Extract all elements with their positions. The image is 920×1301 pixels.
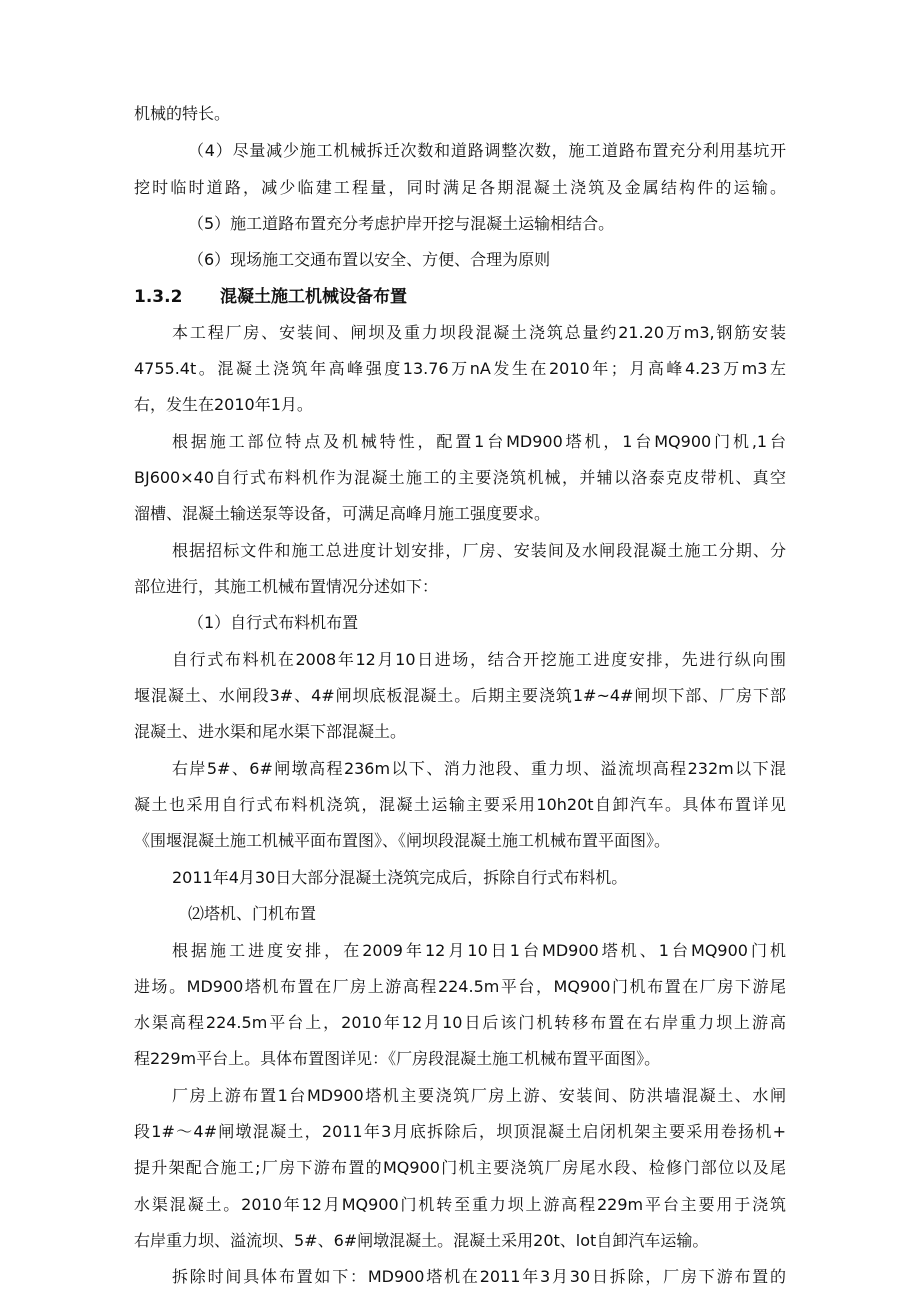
paragraph-line: （5）施工道路布置充分考虑护岸开挖与混凝土运输相结合。 bbox=[188, 214, 615, 233]
paragraph-line: 段1#～4#闸墩混凝土，2011年3月底拆除后，坝顶混凝土启闭机架主要采用卷扬机+ bbox=[134, 1122, 786, 1141]
paragraph-line: 进场。MD900塔机布置在厂房上游高程224.5m平台，MQ900门机布置在厂房下游尾 bbox=[134, 977, 786, 996]
paragraph-line: （6）现场施工交通布置以安全、方便、合理为原则 bbox=[188, 250, 551, 269]
paragraph-line: （1）自行式布料机布置 bbox=[188, 613, 359, 632]
paragraph-line: 4755.4t。混凝土浇筑年高峰强度13.76万nA发生在2010年；月高峰4.23万m3左 bbox=[134, 359, 786, 378]
paragraph-line: 根据施工进度安排，在2009年12月10日1台MD900塔机、1台MQ900门机 bbox=[172, 941, 786, 960]
paragraph-line: 厂房上游布置1台MD900塔机主要浇筑厂房上游、安装间、防洪墙混凝土、水闸 bbox=[172, 1086, 786, 1105]
paragraph-line: 混凝土、进水渠和尾水渠下部混凝土。 bbox=[134, 722, 407, 741]
section-heading bbox=[134, 287, 407, 307]
paragraph-line: 本工程厂房、安装间、闸坝及重力坝段混凝土浇筑总量约21.20万m3,钢筋安装 bbox=[172, 323, 786, 342]
paragraph-line: 水渠混凝土。2010年12月MQ900门机转至重力坝上游高程229m平台主要用于浇筑 bbox=[134, 1195, 786, 1214]
paragraph-line: 凝土也采用自行式布料机浇筑，混凝土运输主要采用10h20t自卸汽车。具体布置详见 bbox=[134, 795, 786, 814]
paragraph-line: BJ600×40自行式布料机作为混凝土施工的主要浇筑机械，并辅以洛泰克皮带机、真空 bbox=[134, 468, 786, 487]
paragraph-line: ⑵塔机、门机布置 bbox=[188, 904, 317, 923]
paragraph-line: 2011年4月30日大部分混凝土浇筑完成后，拆除自行式布料机。 bbox=[172, 868, 628, 887]
section-number: 1.3.2 bbox=[134, 287, 183, 307]
paragraph-line: 溜槽、混凝土输送泵等设备，可满足高峰月施工强度要求。 bbox=[134, 504, 551, 523]
paragraph-line: 根据招标文件和施工总进度计划安排，厂房、安装间及水闸段混凝土施工分期、分 bbox=[172, 541, 786, 560]
paragraph-line: 自行式布料机在2008年12月10日进场，结合开挖施工进度安排，先进行纵向围 bbox=[172, 650, 786, 669]
paragraph-line: 右岸5#、6#闸墩高程236m以下、消力池段、重力坝、溢流坝高程232m以下混 bbox=[172, 759, 786, 778]
paragraph-line: 机械的特长。 bbox=[134, 104, 231, 123]
paragraph-line: 提升架配合施工;厂房下游布置的MQ900门机主要浇筑厂房尾水段、检修门部位以及尾 bbox=[134, 1158, 786, 1177]
paragraph-line: 右，发生在2010年1月。 bbox=[134, 395, 313, 414]
paragraph-line: 右岸重力坝、溢流坝、5#、6#闸墩混凝土。混凝土采用20t、lot自卸汽车运输。 bbox=[134, 1231, 709, 1250]
paragraph-line: 水渠高程224.5m平台上，2010年12月10日后该门机转移布置在右岸重力坝上游高 bbox=[134, 1013, 786, 1032]
paragraph-line: 《围堰混凝土施工机械平面布置图》、《闸坝段混凝土施工机械布置平面图》。 bbox=[134, 831, 671, 850]
paragraph-line: 部位进行，其施工机械布置情况分述如下： bbox=[134, 577, 439, 596]
paragraph-line: 拆除时间具体布置如下：MD900塔机在2011年3月30日拆除，厂房下游布置的 bbox=[172, 1267, 786, 1286]
paragraph-line: （4）尽量减少施工机械拆迁次数和道路调整次数，施工道路布置充分利用基坑开 bbox=[188, 141, 786, 160]
paragraph-line: 挖时临时道路，减少临建工程量，同时满足各期混凝土浇筑及金属结构件的运输。 bbox=[134, 178, 786, 197]
paragraph-line: 堰混凝土、水闸段3#、4#闸坝底板混凝土。后期主要浇筑1#~4#闸坝下部、厂房下部 bbox=[134, 686, 786, 705]
section-title: 混凝土施工机械设备布置 bbox=[220, 287, 407, 307]
paragraph-line: 根据施工部位特点及机械特性，配置1台MD900塔机，1台MQ900门机,1台 bbox=[172, 432, 786, 451]
paragraph-line: 程229m平台上。具体布置图详见：《厂房段混凝土施工机械布置平面图》。 bbox=[134, 1049, 661, 1068]
